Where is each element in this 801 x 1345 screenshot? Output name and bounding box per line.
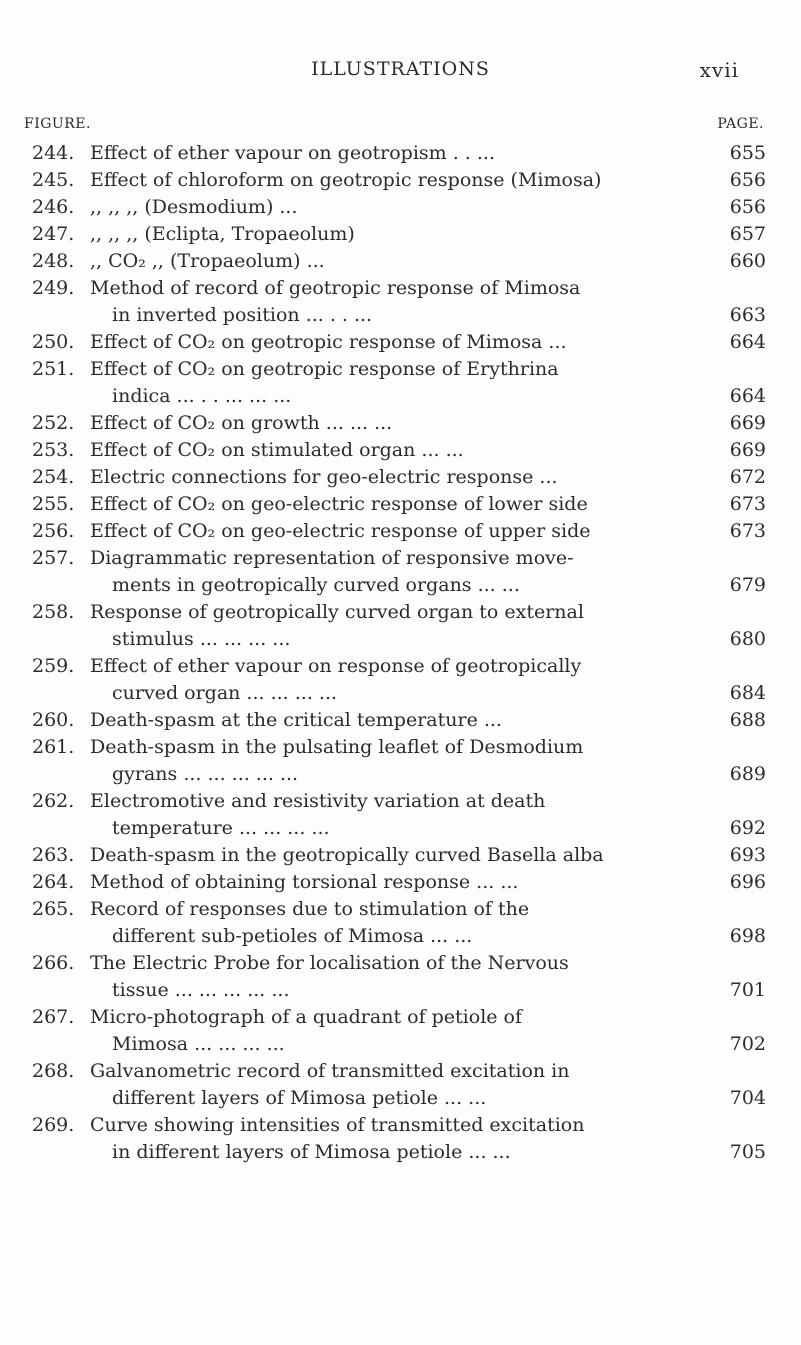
- figure-column-label: FIGURE.: [24, 116, 91, 132]
- figure-caption: [90, 356, 650, 410]
- figure-number: 245.: [32, 169, 75, 191]
- page-column-label: PAGE.: [717, 116, 764, 132]
- caption-line-1: The Electric Probe for localisation of the Nervous: [90, 952, 569, 974]
- list-item: [0, 1112, 801, 1166]
- caption-line-1: Effect of CO₂ on geotropic response of Erythrina: [90, 358, 559, 380]
- figure-caption: [90, 491, 650, 518]
- caption-line-1: Micro-photograph of a quadrant of petiole of: [90, 1006, 523, 1028]
- figure-number: 267.: [32, 1006, 75, 1028]
- page-reference: 657: [729, 223, 766, 245]
- page-reference: 689: [729, 763, 766, 785]
- figure-caption: [90, 437, 650, 464]
- figure-number: 266.: [32, 952, 75, 974]
- page-reference: 656: [729, 196, 766, 218]
- page-reference: 684: [729, 682, 766, 704]
- page-reference: 693: [729, 844, 766, 866]
- figure-number: 244.: [32, 142, 75, 164]
- figure-caption: [90, 896, 650, 950]
- list-item: [0, 842, 801, 869]
- running-head: ILLUSTRATIONS: [311, 58, 490, 80]
- page-reference: 679: [729, 574, 766, 596]
- list-item: [0, 437, 801, 464]
- figure-number: 247.: [32, 223, 75, 245]
- caption-line-1: ,, ,, ,, (Desmodium) ...: [90, 196, 298, 218]
- list-item: [0, 140, 801, 167]
- figure-number: 268.: [32, 1060, 75, 1082]
- list-item: [0, 734, 801, 788]
- figure-caption: [90, 518, 650, 545]
- figure-caption: [90, 1004, 650, 1058]
- caption-line-1: Effect of CO₂ on geo-electric response of lower side: [90, 493, 588, 515]
- list-item: [0, 1004, 801, 1058]
- figure-number: 248.: [32, 250, 75, 272]
- list-item: [0, 599, 801, 653]
- figure-caption: [90, 1058, 650, 1112]
- figure-number: 259.: [32, 655, 75, 677]
- caption-line-1: Death-spasm at the critical temperature ...: [90, 709, 502, 731]
- figure-caption: [90, 545, 650, 599]
- caption-line-2: in inverted position ... . . ...: [112, 304, 373, 326]
- list-item: [0, 950, 801, 1004]
- page-reference: 664: [729, 385, 766, 407]
- caption-line-2: ments in geotropically curved organs ... ...: [112, 574, 520, 596]
- caption-line-2: gyrans ... ... ... ... ...: [112, 763, 299, 785]
- figure-caption: [90, 653, 650, 707]
- figure-number: 257.: [32, 547, 75, 569]
- page-reference: 672: [729, 466, 766, 488]
- list-item: [0, 221, 801, 248]
- figure-caption: [90, 788, 650, 842]
- caption-line-2: different layers of Mimosa petiole ... ...: [112, 1087, 487, 1109]
- list-item: [0, 653, 801, 707]
- figure-caption: [90, 869, 650, 896]
- page-reference: 655: [729, 142, 766, 164]
- caption-line-1: Electric connections for geo-electric response ...: [90, 466, 558, 488]
- caption-line-2: in different layers of Mimosa petiole ... ...: [112, 1141, 511, 1163]
- list-item: [0, 464, 801, 491]
- caption-line-1: Effect of chloroform on geotropic response (Mimosa): [90, 169, 602, 191]
- page-header: [0, 58, 801, 88]
- figure-number: 252.: [32, 412, 75, 434]
- caption-line-1: Diagrammatic representation of responsive move-: [90, 547, 574, 569]
- caption-line-1: Response of geotropically curved organ to external: [90, 601, 584, 623]
- figure-number: 251.: [32, 358, 75, 380]
- caption-line-1: Death-spasm in the pulsating leaflet of Desmodium: [90, 736, 584, 758]
- caption-line-1: Death-spasm in the geotropically curved Basella alba: [90, 844, 604, 866]
- figure-number: 256.: [32, 520, 75, 542]
- figure-caption: [90, 221, 650, 248]
- page-reference: 680: [729, 628, 766, 650]
- figure-caption: [90, 194, 650, 221]
- caption-line-1: Electromotive and resistivity variation at death: [90, 790, 546, 812]
- caption-line-1: ,, CO₂ ,, (Tropaeolum) ...: [90, 250, 325, 272]
- caption-line-1: Effect of CO₂ on growth ... ... ...: [90, 412, 393, 434]
- page-reference: 660: [729, 250, 766, 272]
- figure-caption: [90, 140, 650, 167]
- figure-number: 253.: [32, 439, 75, 461]
- list-item: [0, 869, 801, 896]
- page-reference: 656: [729, 169, 766, 191]
- caption-line-1: Effect of CO₂ on geo-electric response of upper side: [90, 520, 591, 542]
- caption-line-2: different sub-petioles of Mimosa ... ...: [112, 925, 473, 947]
- caption-line-1: Effect of ether vapour on response of geotropically: [90, 655, 582, 677]
- page-reference: 669: [729, 412, 766, 434]
- caption-line-2: Mimosa ... ... ... ...: [112, 1033, 285, 1055]
- page-reference: 688: [729, 709, 766, 731]
- page-reference: 705: [729, 1141, 766, 1163]
- caption-line-2: curved organ ... ... ... ...: [112, 682, 338, 704]
- page-reference: 669: [729, 439, 766, 461]
- list-item: [0, 356, 801, 410]
- figure-number: 261.: [32, 736, 75, 758]
- caption-line-2: temperature ... ... ... ...: [112, 817, 330, 839]
- list-item: [0, 707, 801, 734]
- list-item: [0, 167, 801, 194]
- caption-line-1: Galvanometric record of transmitted excitation in: [90, 1060, 570, 1082]
- caption-line-1: Method of obtaining torsional response ... ...: [90, 871, 519, 893]
- caption-line-1: Effect of ether vapour on geotropism . . ...: [90, 142, 495, 164]
- caption-line-1: Curve showing intensities of transmitted excitation: [90, 1114, 585, 1136]
- caption-line-1: Record of responses due to stimulation of the: [90, 898, 530, 920]
- figure-caption: [90, 950, 650, 1004]
- page-reference: 663: [729, 304, 766, 326]
- caption-line-1: Effect of CO₂ on geotropic response of Mimosa ...: [90, 331, 567, 353]
- page-reference: 673: [729, 520, 766, 542]
- figure-caption: [90, 464, 650, 491]
- page-reference: 701: [729, 979, 766, 1001]
- figure-number: 260.: [32, 709, 75, 731]
- figure-number: 249.: [32, 277, 75, 299]
- figure-caption: [90, 248, 650, 275]
- caption-line-2: indica ... . . ... ... ...: [112, 385, 292, 407]
- figure-caption: [90, 734, 650, 788]
- list-item: [0, 491, 801, 518]
- page-number: xvii: [699, 58, 739, 82]
- list-item: [0, 275, 801, 329]
- figure-caption: [90, 707, 650, 734]
- illustration-list: [0, 140, 801, 1166]
- caption-line-2: stimulus ... ... ... ...: [112, 628, 291, 650]
- list-item: [0, 248, 801, 275]
- page-reference: 664: [729, 331, 766, 353]
- caption-line-1: Effect of CO₂ on stimulated organ ... ...: [90, 439, 464, 461]
- figure-number: 246.: [32, 196, 75, 218]
- caption-line-1: ,, ,, ,, (Eclipta, Tropaeolum): [90, 223, 355, 245]
- page-reference: 702: [729, 1033, 766, 1055]
- figure-number: 269.: [32, 1114, 75, 1136]
- figure-number: 258.: [32, 601, 75, 623]
- figure-caption: [90, 167, 650, 194]
- page-reference: 704: [729, 1087, 766, 1109]
- list-item: [0, 896, 801, 950]
- list-item: [0, 518, 801, 545]
- figure-caption: [90, 599, 650, 653]
- caption-line-2: tissue ... ... ... ... ...: [112, 979, 290, 1001]
- page-reference: 696: [729, 871, 766, 893]
- figure-caption: [90, 842, 650, 869]
- list-item: [0, 545, 801, 599]
- figure-number: 262.: [32, 790, 75, 812]
- page-reference: 673: [729, 493, 766, 515]
- figure-number: 265.: [32, 898, 75, 920]
- page-reference: 692: [729, 817, 766, 839]
- page-reference: 698: [729, 925, 766, 947]
- list-item: [0, 1058, 801, 1112]
- figure-number: 264.: [32, 871, 75, 893]
- list-item: [0, 194, 801, 221]
- figure-number: 255.: [32, 493, 75, 515]
- figure-caption: [90, 329, 650, 356]
- caption-line-1: Method of record of geotropic response of Mimosa: [90, 277, 581, 299]
- list-item: [0, 410, 801, 437]
- figure-caption: [90, 275, 650, 329]
- figure-number: 263.: [32, 844, 75, 866]
- figure-caption: [90, 1112, 650, 1166]
- figure-number: 254.: [32, 466, 75, 488]
- list-item: [0, 788, 801, 842]
- figure-number: 250.: [32, 331, 75, 353]
- figure-caption: [90, 410, 650, 437]
- list-item: [0, 329, 801, 356]
